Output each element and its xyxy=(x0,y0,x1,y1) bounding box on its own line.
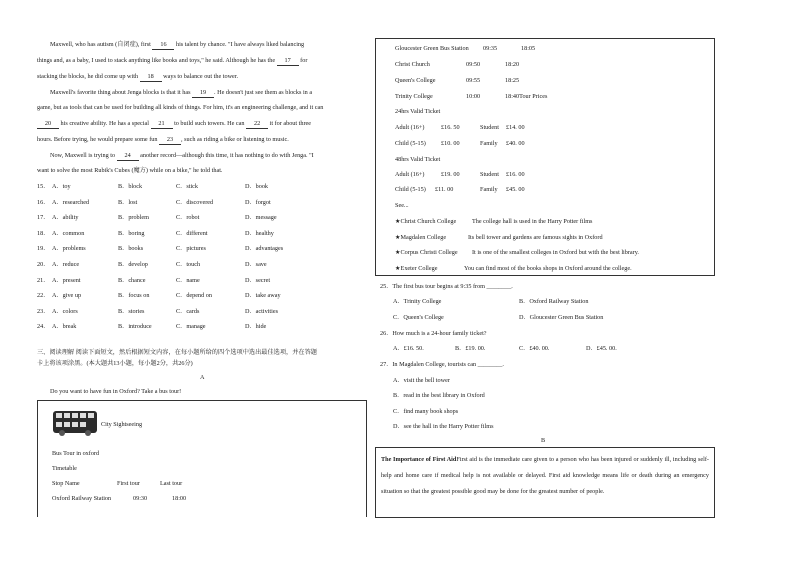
cloze-option: C．different xyxy=(176,229,208,237)
sight-name: ★Corpus Christi College xyxy=(395,249,458,256)
price-value: £11. 00 xyxy=(435,186,454,193)
price-label: Child (5-15) xyxy=(395,186,426,193)
passage-line-3: stacking the blocks, he did come up with 18 ways to balance out the tower. xyxy=(37,73,239,80)
sight-desc: The college hall is used in the Harry Potter films xyxy=(472,218,593,225)
option: A．£16. 50. xyxy=(393,345,424,352)
cloze-option: D．secret xyxy=(245,276,271,284)
option: D．Gloucester Green Bus Station xyxy=(519,314,604,321)
cloze-option: D．message xyxy=(245,214,277,222)
cloze-option: A．problems xyxy=(52,245,86,253)
double-decker-bus-icon xyxy=(52,409,98,437)
cloze-option: D．advantages xyxy=(245,245,284,253)
row-stop: Gloucester Green Bus Station xyxy=(395,45,469,52)
cloze-option: A．toy xyxy=(52,183,71,190)
blank-21: 21 xyxy=(151,120,173,129)
cloze-option: A．ability xyxy=(52,214,79,222)
price-label: Child (5-15) xyxy=(395,140,426,147)
bus-tour-title: Bus Tour in oxford xyxy=(52,450,100,457)
cloze-number: 24． xyxy=(37,323,50,331)
option: C．£40. 00. xyxy=(519,345,550,352)
col-first-tour: First tour xyxy=(117,480,140,487)
blank-17: 17 xyxy=(277,57,299,66)
option: B．Oxford Railway Station xyxy=(519,298,589,305)
option: D．£45. 00. xyxy=(586,345,617,352)
first-aid-title: The Importance of First Aid xyxy=(381,456,457,463)
first-aid-body: First aid is the immediate care given to a person who has been injured or suddenly ill, including self-help and home care if medical help is not available or delayed. First aid knowledge means life or death during an emergency situation so that the greatest possible good may be done for the greatest number of people. xyxy=(381,456,709,495)
cloze-number: 20． xyxy=(37,261,50,268)
row-last: 18:20 xyxy=(505,61,520,68)
col-stop-name: Stop Name xyxy=(52,480,80,487)
passage-line-9: want to solve the most Rubik's Cubes (魔方) while on a bike," he told that. xyxy=(37,167,223,174)
ticket-48-title: 48hrs Valid Ticket xyxy=(395,156,441,163)
price-value: £45. 00 xyxy=(506,186,525,193)
cloze-option: B．lost xyxy=(118,198,138,206)
option: D．see the hall in the Harry Potter films xyxy=(393,423,494,430)
sight-desc: It is one of the smallest colleges in Oxford but with the best library. xyxy=(472,249,639,256)
row-first: 09:55 xyxy=(466,77,481,84)
cloze-option: A．common xyxy=(52,229,85,237)
cloze-option: D．book xyxy=(245,183,269,190)
option: C．find many book shops xyxy=(393,408,459,415)
price-label: Family xyxy=(480,186,498,193)
timetable-label: Timetable xyxy=(52,465,77,472)
city-sightseeing: City Sightseeing xyxy=(101,421,143,428)
option: B．read in the best library in Oxford xyxy=(393,392,485,399)
row-stop: Queen's College xyxy=(395,77,436,84)
passage-line-7: hours. Before trying, he would prepare some fun 23 , such as riding a bike or listening to music. xyxy=(37,136,289,143)
cloze-option: C．discovered xyxy=(176,198,214,206)
cloze-option: A．researched xyxy=(52,198,90,206)
price-value: £40. 00 xyxy=(506,140,525,147)
price-value: £16. 50 xyxy=(441,124,460,131)
price-label: Student xyxy=(480,171,499,178)
section3-instructions: 三、阅读理解 阅读下面短文，然后根据短文内容，在每小题所给的四个选项中选出最佳选项，并在答题 xyxy=(37,349,317,356)
price-value: £10. 00 xyxy=(441,140,460,147)
first-aid-text xyxy=(381,452,709,500)
row-stop: Trinity College xyxy=(395,93,433,100)
price-label: Adult (16+) xyxy=(395,124,425,131)
question-a-intro: Do you want to have fun in Oxford? Take a bus tour! xyxy=(50,388,182,395)
price-value: £16. 00 xyxy=(506,171,525,178)
passage-line-5: game, but as tools that can be used for building all kinds of things. For him, it's an engineering challenge, and it can xyxy=(37,104,324,111)
row-stop: Christ Church xyxy=(395,61,430,68)
section-b-label: B xyxy=(541,437,546,444)
cloze-option: B．books xyxy=(118,245,144,253)
blank-22: 22 xyxy=(246,120,268,129)
cloze-number: 19． xyxy=(37,245,50,253)
passage-line-4: Maxwell's favorite thing about Jenga blocks is that it has 19 . He doesn't just see them as blocks in a xyxy=(50,89,313,96)
price-label: Family xyxy=(480,140,498,147)
cloze-number: 18． xyxy=(37,229,50,237)
price-value: £14. 00 xyxy=(506,124,525,131)
cloze-option: B．introduce xyxy=(118,323,152,331)
question-26: 26．How much is a 24-hour family ticket? xyxy=(380,330,487,337)
see-label: See... xyxy=(395,202,409,209)
price-label: Student xyxy=(480,124,499,131)
cloze-option: A．colors xyxy=(52,307,78,315)
option: B．£19. 00. xyxy=(455,345,486,352)
sight-desc: You can find most of the books shops in Oxford around the college. xyxy=(464,265,632,272)
cloze-option: B．focus on xyxy=(118,292,150,300)
cloze-option: D．healthy xyxy=(245,229,274,237)
blank-18: 18 xyxy=(140,73,162,82)
blank-19: 19 xyxy=(192,89,214,98)
cloze-option: B．chance xyxy=(118,276,146,284)
cloze-option: B．develop xyxy=(118,261,148,268)
cloze-option: C．stick xyxy=(176,183,199,190)
price-label: Adult (16+) xyxy=(395,171,425,178)
section3-instructions-2: 卡上将该项涂黑。(本大题共13小题，每小题2分，共26分) xyxy=(37,360,193,367)
question-27: 27．In Magdalen College, tourists can ________. xyxy=(380,361,504,368)
cloze-number: 16． xyxy=(37,198,50,206)
cloze-option: A．break xyxy=(52,323,77,331)
option: A．visit the bell tower xyxy=(393,377,450,384)
cloze-option: C．cards xyxy=(176,307,200,315)
blank-24: 24 xyxy=(117,152,139,161)
blank-16: 16 xyxy=(152,41,174,50)
question-25: 25．The first bus tour begins at 9:35 from ________. xyxy=(380,283,513,290)
cloze-number: 23． xyxy=(37,307,50,315)
row-first: 09:35 xyxy=(483,45,498,52)
col-last-tour: Last tour xyxy=(160,480,183,487)
cloze-option: C．name xyxy=(176,276,200,284)
cloze-option: B．boring xyxy=(118,229,145,237)
cloze-option: D．forgot xyxy=(245,198,271,206)
passage-line-2: things and, as a baby, I used to stack anything like books and toys," he said. Although he has the 17 for xyxy=(37,57,308,64)
cloze-option: A．present xyxy=(52,276,81,284)
option: C．Queen's College xyxy=(393,314,444,321)
row-first: 09:50 xyxy=(466,61,481,68)
section-a-label: A xyxy=(200,374,205,381)
cloze-option: D．hide xyxy=(245,323,267,331)
sight-name: ★Magdalen College xyxy=(395,234,447,241)
row-first: 09:30 xyxy=(133,495,148,502)
sight-desc: Its bell tower and gardens are famous sights in Oxford xyxy=(468,234,603,241)
cloze-option: C．pictures xyxy=(176,245,206,253)
cloze-option: C．depend on xyxy=(176,292,212,300)
passage-line-6: 20 his creative ability. He has a special 21 to build such towers. He can 22 it for about three xyxy=(37,120,311,129)
cloze-option: C．robot xyxy=(176,214,200,222)
option: A．Trinity College xyxy=(393,298,442,305)
cloze-option: C．touch xyxy=(176,261,201,268)
passage-line-8: Now, Maxwell is trying to 24 another record—although this time, it has nothing to do with Jenga. "I xyxy=(50,152,314,159)
cloze-option: B．problem xyxy=(118,214,149,222)
row-stop: Oxford Railway Station xyxy=(52,495,112,502)
cloze-number: 17． xyxy=(37,214,50,222)
cloze-number: 15． xyxy=(37,183,50,190)
row-last: 18:05 xyxy=(521,45,536,52)
cloze-option: B．stories xyxy=(118,307,145,315)
row-first: 10:00 xyxy=(466,93,481,100)
cloze-option: A．give up xyxy=(52,292,82,300)
passage-line-1: Maxwell, who has autism (自闭症), first 16 his talent by chance. "I have always liked balancing xyxy=(50,41,305,48)
sight-name: ★Exeter College xyxy=(395,265,438,272)
cloze-number: 21． xyxy=(37,276,50,284)
ticket-24-title: 24hrs Valid Ticket xyxy=(395,108,441,115)
cloze-option: D．save xyxy=(245,261,267,268)
cloze-option: D．take away xyxy=(245,292,281,300)
sight-name: ★Christ Church College xyxy=(395,218,457,225)
blank-23: 23 xyxy=(159,136,181,145)
blank-20: 20 xyxy=(37,120,59,129)
row-last: 18:25 xyxy=(505,77,520,84)
price-value: £19. 00 xyxy=(441,171,460,178)
row-last: 18:00 xyxy=(172,495,187,502)
cloze-option: B．block xyxy=(118,183,143,190)
cloze-option: C．manage xyxy=(176,323,206,331)
cloze-option: A．reduce xyxy=(52,261,80,268)
row-last: 18:40Tour Prices xyxy=(505,93,548,100)
cloze-number: 22． xyxy=(37,292,50,300)
cloze-option: D．activities xyxy=(245,307,278,315)
